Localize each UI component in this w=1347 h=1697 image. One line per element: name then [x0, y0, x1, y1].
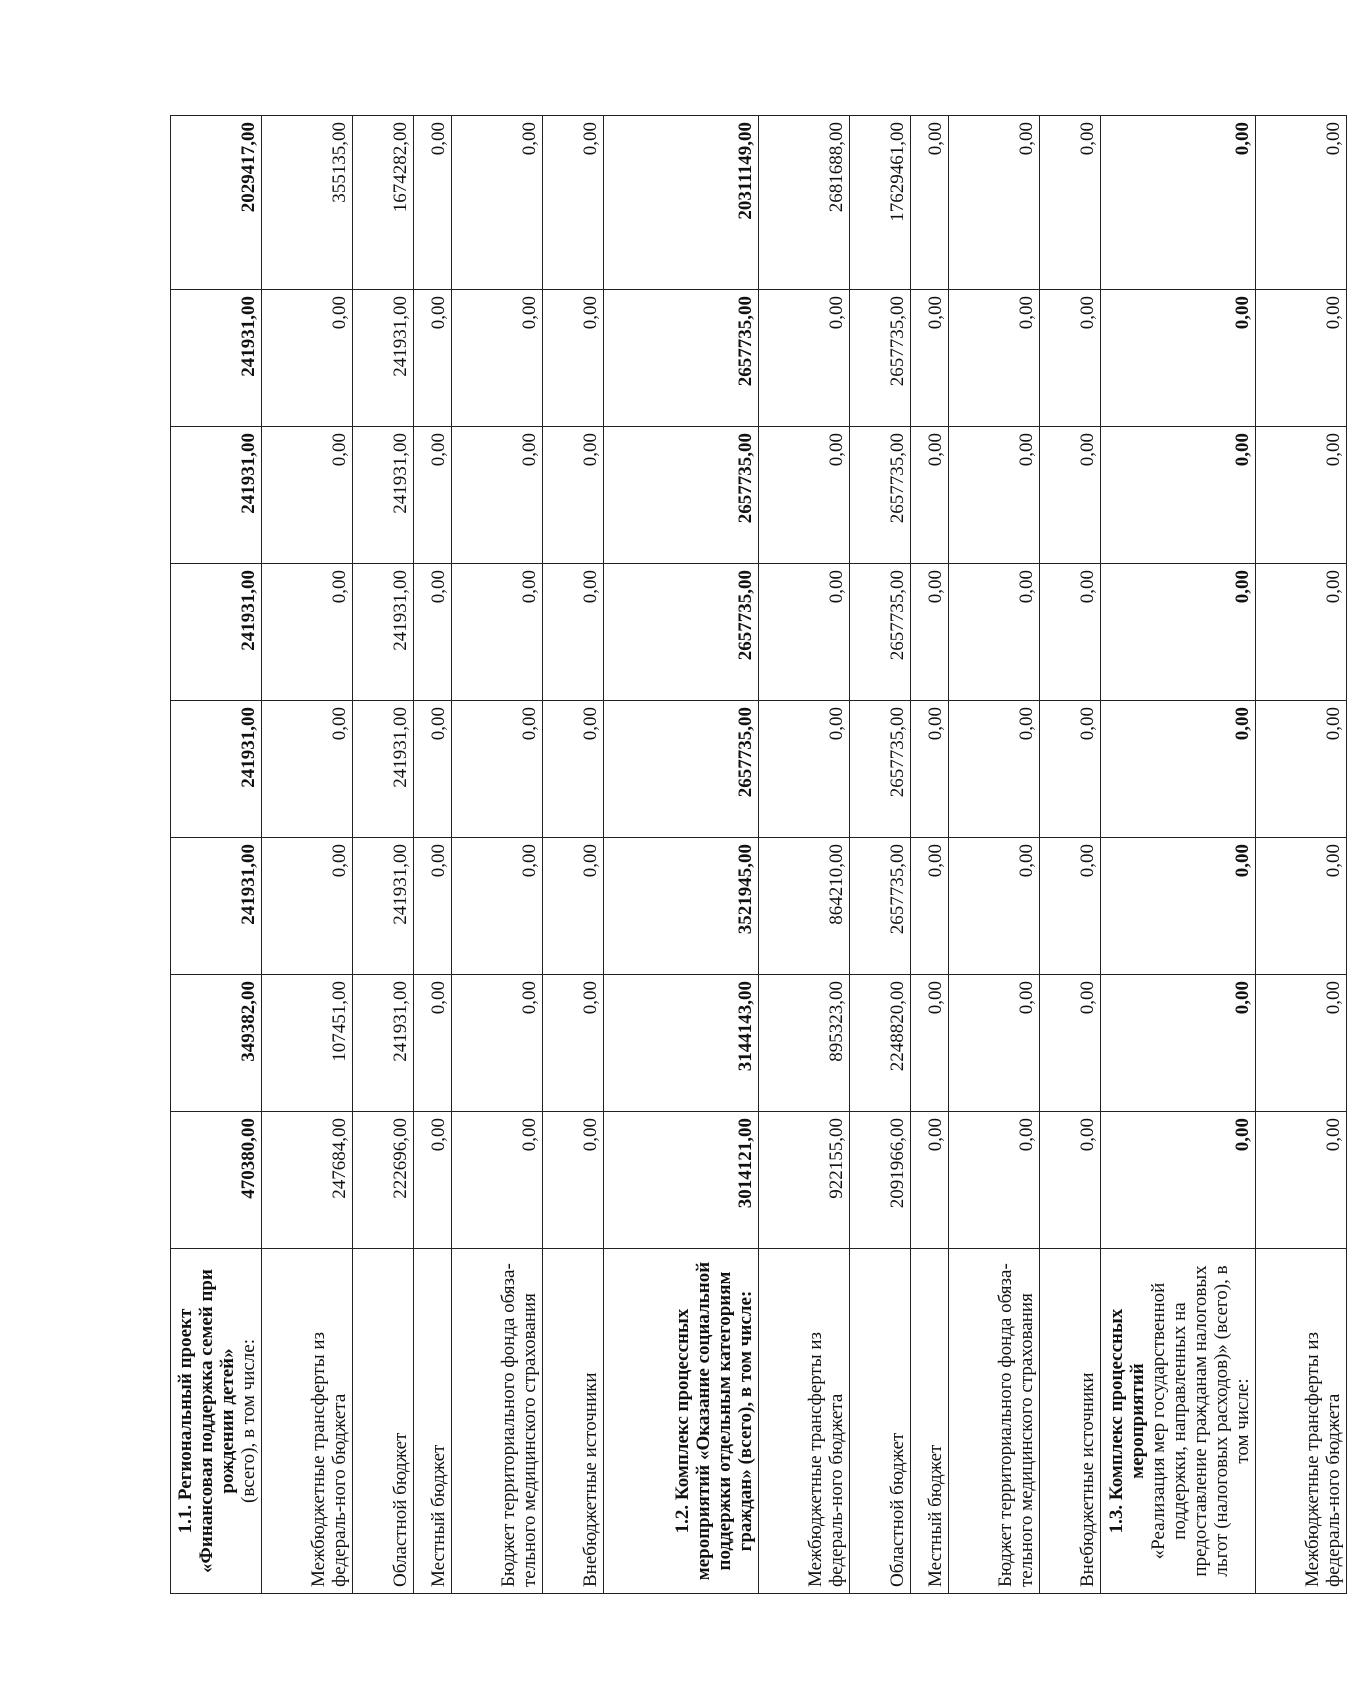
table-row: [911, 116, 949, 1594]
value-cell: 864210,00: [759, 838, 850, 975]
value-cell: 0,00: [452, 838, 543, 975]
value-cell: 0,00: [452, 290, 543, 427]
value-cell: 0,00: [414, 975, 452, 1112]
value-cell: 0,00: [949, 975, 1040, 1112]
value-cell: 0,00: [1101, 427, 1256, 564]
row-label-text: Областной бюджет: [390, 1432, 411, 1587]
value-cell: 0,00: [1040, 564, 1101, 701]
value-cell: 0,00: [949, 427, 1040, 564]
value-cell: 0,00: [543, 975, 604, 1112]
value-cell: 222696,00: [353, 1112, 414, 1249]
table-row: [1256, 116, 1347, 1594]
value-cell: 2657735,00: [604, 427, 759, 564]
value-cell: 2248820,00: [850, 975, 911, 1112]
value-cell: 0,00: [1040, 1112, 1101, 1249]
value-cell: 355135,00: [262, 116, 353, 290]
value-cell: 241931,00: [353, 838, 414, 975]
value-cell: 0,00: [1040, 975, 1101, 1112]
value-cell: 241931,00: [171, 701, 262, 838]
value-cell: 241931,00: [353, 290, 414, 427]
value-cell: 0,00: [262, 838, 353, 975]
table-row: [604, 116, 759, 1594]
row-label: [353, 1249, 414, 1594]
value-cell: 0,00: [1040, 116, 1101, 290]
value-cell: 0,00: [949, 116, 1040, 290]
value-cell: 2091966,00: [850, 1112, 911, 1249]
table-row: [543, 116, 604, 1594]
value-cell: 0,00: [543, 427, 604, 564]
budget-table: [170, 115, 1347, 1594]
value-cell: 241931,00: [353, 701, 414, 838]
value-cell: 2657735,00: [604, 564, 759, 701]
value-cell: 470380,00: [171, 1112, 262, 1249]
value-cell: 0,00: [949, 1112, 1040, 1249]
value-cell: 0,00: [1101, 290, 1256, 427]
value-cell: 0,00: [1040, 838, 1101, 975]
row-label: [262, 1249, 353, 1594]
value-cell: 0,00: [949, 838, 1040, 975]
value-cell: 0,00: [949, 564, 1040, 701]
value-cell: 0,00: [1101, 1112, 1256, 1249]
table-row: [414, 116, 452, 1594]
row-label-text: Межбюджетные трансферты из федераль-ного бюджета: [805, 1331, 847, 1587]
value-cell: 2657735,00: [850, 564, 911, 701]
table-row: [452, 116, 543, 1594]
value-cell: 1674282,00: [353, 116, 414, 290]
section-label: [604, 1249, 759, 1594]
value-cell: 0,00: [1256, 701, 1347, 838]
value-cell: 3014121,00: [604, 1112, 759, 1249]
value-cell: 3144143,00: [604, 975, 759, 1112]
value-cell: 0,00: [414, 427, 452, 564]
rotated-budget-page: [170, 116, 1344, 1594]
value-cell: 0,00: [452, 975, 543, 1112]
value-cell: 241931,00: [171, 427, 262, 564]
value-cell: 0,00: [262, 427, 353, 564]
value-cell: 2657735,00: [850, 701, 911, 838]
table-row: [759, 116, 850, 1594]
value-cell: 0,00: [759, 427, 850, 564]
value-cell: 0,00: [452, 564, 543, 701]
value-cell: 0,00: [911, 701, 949, 838]
value-cell: 0,00: [1101, 116, 1256, 290]
value-cell: 0,00: [414, 701, 452, 838]
value-cell: 241931,00: [171, 290, 262, 427]
row-label: [543, 1249, 604, 1594]
row-label-text: Внебюджетные источники: [1077, 1372, 1098, 1587]
value-cell: 349382,00: [171, 975, 262, 1112]
table-row: [262, 116, 353, 1594]
section-subtitle: (всего), в том числе:: [238, 1339, 259, 1503]
value-cell: 0,00: [949, 290, 1040, 427]
section-subtitle: «Реализация мер государственной поддержки, направленных на предоставление гражданам налоговых льгот (налоговых расходов)» (всего), в том числе:: [1148, 1265, 1253, 1577]
value-cell: 0,00: [543, 290, 604, 427]
value-cell: 0,00: [911, 1112, 949, 1249]
value-cell: 0,00: [759, 701, 850, 838]
row-label-text: Областной бюджет: [887, 1432, 908, 1587]
value-cell: 0,00: [911, 975, 949, 1112]
value-cell: 0,00: [262, 701, 353, 838]
section-label: [1101, 1249, 1256, 1594]
value-cell: 0,00: [911, 427, 949, 564]
value-cell: 0,00: [262, 564, 353, 701]
value-cell: 0,00: [1256, 975, 1347, 1112]
value-cell: 0,00: [414, 1112, 452, 1249]
row-label: [414, 1249, 452, 1594]
row-label-text: Местный бюджет: [925, 1444, 946, 1587]
value-cell: 0,00: [414, 116, 452, 290]
value-cell: 0,00: [414, 838, 452, 975]
value-cell: 0,00: [262, 290, 353, 427]
row-label-text: Межбюджетные трансферты из федераль-ного бюджета: [1302, 1331, 1344, 1587]
value-cell: 0,00: [414, 564, 452, 701]
value-cell: 0,00: [1040, 427, 1101, 564]
value-cell: 241931,00: [171, 564, 262, 701]
value-cell: 0,00: [452, 1112, 543, 1249]
value-cell: 0,00: [543, 116, 604, 290]
row-label: [452, 1249, 543, 1594]
value-cell: 0,00: [452, 116, 543, 290]
value-cell: 241931,00: [171, 838, 262, 975]
value-cell: 0,00: [1256, 116, 1347, 290]
value-cell: 0,00: [759, 564, 850, 701]
value-cell: 107451,00: [262, 975, 353, 1112]
value-cell: 2657735,00: [850, 290, 911, 427]
value-cell: 17629461,00: [850, 116, 911, 290]
value-cell: 0,00: [1101, 975, 1256, 1112]
table-row: [1101, 116, 1256, 1594]
row-label: [850, 1249, 911, 1594]
value-cell: 241931,00: [353, 975, 414, 1112]
table-row: [850, 116, 911, 1594]
value-cell: 0,00: [1101, 838, 1256, 975]
row-label: [1040, 1249, 1101, 1594]
value-cell: 0,00: [1101, 564, 1256, 701]
row-label-text: Бюджет территориального фонда обяза-тельного медицинского страхования: [995, 1263, 1037, 1587]
value-cell: 0,00: [1256, 290, 1347, 427]
value-cell: 2657735,00: [850, 838, 911, 975]
section-label: [171, 1249, 262, 1594]
value-cell: 0,00: [911, 838, 949, 975]
value-cell: 0,00: [543, 838, 604, 975]
section-title: 1.2. Комплекс процессных мероприятий «Оказание социальной поддержки отдельным категориям граждан» (всего), в том числе:: [672, 1261, 756, 1581]
value-cell: 247684,00: [262, 1112, 353, 1249]
value-cell: 2029417,00: [171, 116, 262, 290]
value-cell: 0,00: [1256, 427, 1347, 564]
value-cell: 2657735,00: [604, 701, 759, 838]
value-cell: 2657735,00: [604, 290, 759, 427]
value-cell: 241931,00: [353, 427, 414, 564]
table-row: [171, 116, 262, 1594]
section-title: 1.3. Комплекс процессных мероприятий: [1106, 1308, 1148, 1534]
value-cell: 0,00: [452, 427, 543, 564]
row-label: [1256, 1249, 1347, 1594]
table-row: [353, 116, 414, 1594]
value-cell: 0,00: [1101, 701, 1256, 838]
value-cell: 0,00: [911, 290, 949, 427]
value-cell: 0,00: [543, 701, 604, 838]
value-cell: 2681688,00: [759, 116, 850, 290]
value-cell: 922155,00: [759, 1112, 850, 1249]
value-cell: 0,00: [1256, 564, 1347, 701]
value-cell: 0,00: [911, 116, 949, 290]
value-cell: 0,00: [949, 701, 1040, 838]
value-cell: 0,00: [543, 1112, 604, 1249]
row-label-text: Бюджет территориального фонда обяза-тельного медицинского страхования: [498, 1263, 540, 1587]
value-cell: 0,00: [543, 564, 604, 701]
value-cell: 20311149,00: [604, 116, 759, 290]
row-label-text: Межбюджетные трансферты из федераль-ного бюджета: [308, 1331, 350, 1587]
value-cell: 895323,00: [759, 975, 850, 1112]
value-cell: 241931,00: [353, 564, 414, 701]
value-cell: 0,00: [1040, 701, 1101, 838]
section-title: 1.1. Региональный проект «Финансовая поддержка семей при рождении детей»: [175, 1269, 238, 1573]
row-label: [911, 1249, 949, 1594]
value-cell: 0,00: [414, 290, 452, 427]
row-label-text: Внебюджетные источники: [580, 1372, 601, 1587]
value-cell: 0,00: [1040, 290, 1101, 427]
row-label: [759, 1249, 850, 1594]
row-label-text: Местный бюджет: [428, 1444, 449, 1587]
value-cell: 0,00: [452, 701, 543, 838]
value-cell: 0,00: [1256, 838, 1347, 975]
table-row: [1040, 116, 1101, 1594]
row-label: [949, 1249, 1040, 1594]
budget-table-body: [171, 116, 1347, 1594]
value-cell: 0,00: [759, 290, 850, 427]
table-row: [949, 116, 1040, 1594]
value-cell: 0,00: [1256, 1112, 1347, 1249]
value-cell: 0,00: [911, 564, 949, 701]
value-cell: 2657735,00: [850, 427, 911, 564]
value-cell: 3521945,00: [604, 838, 759, 975]
